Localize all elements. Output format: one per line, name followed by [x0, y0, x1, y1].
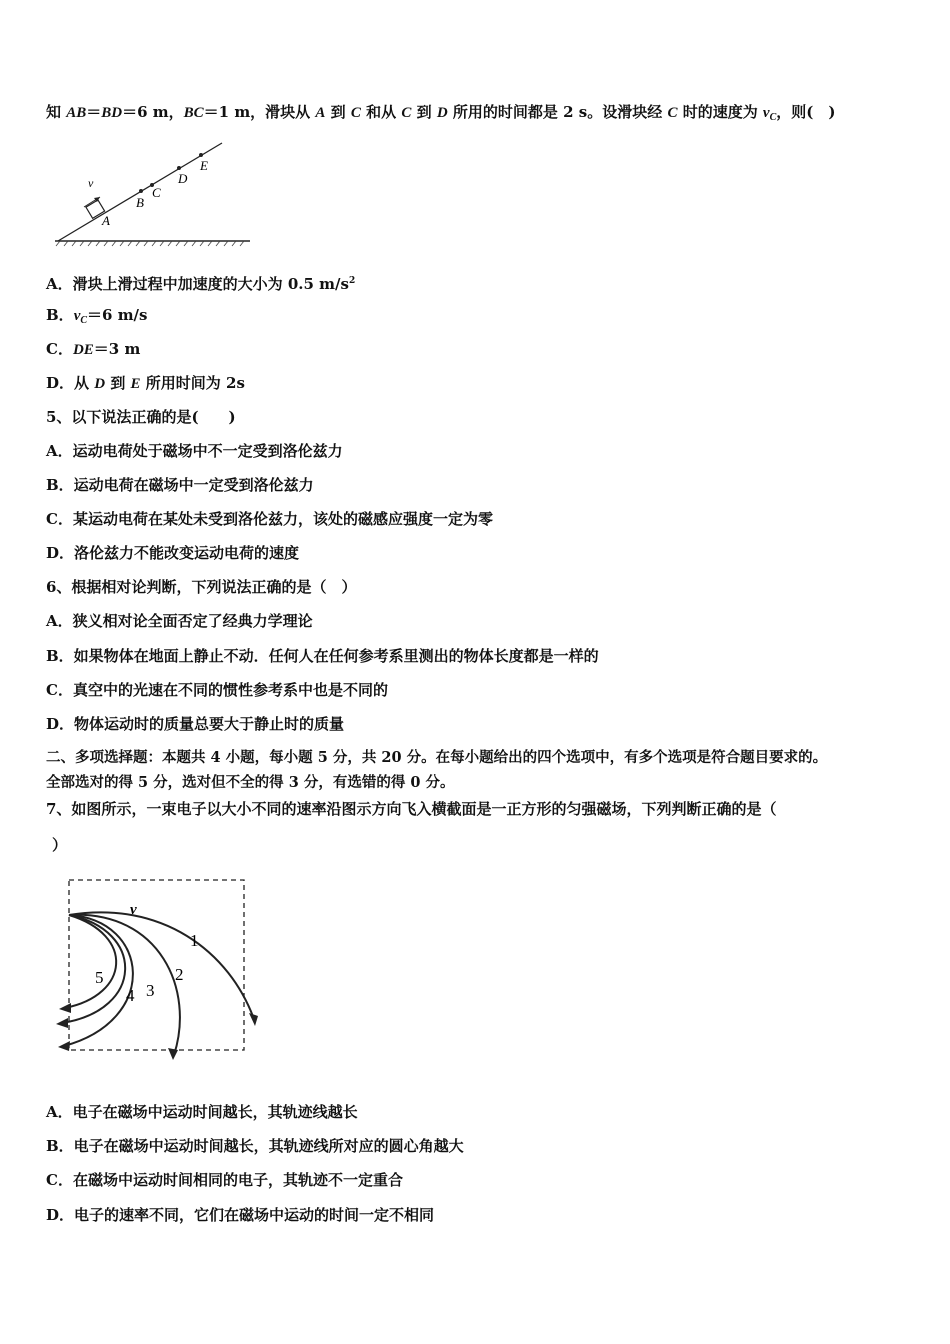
- label-b: B: [136, 195, 144, 210]
- arrowhead-4: [56, 1018, 68, 1028]
- var-c: C: [667, 105, 678, 121]
- q7-stem-cont: ）: [52, 836, 68, 854]
- stem-text: 知: [46, 103, 67, 121]
- field-boundary: [69, 880, 244, 1050]
- trajectories: [62, 912, 255, 1055]
- label-trajectory-1: 1: [190, 931, 199, 950]
- label-v: v: [130, 902, 137, 918]
- var-ab: AB: [66, 105, 87, 121]
- trajectory-arrowheads: [56, 1003, 258, 1060]
- var-v: v: [762, 105, 770, 121]
- option-text: ＝3 m: [93, 340, 141, 358]
- q6-option-c: C．真空中的光速在不同的惯性参考系中也是不同的: [46, 681, 388, 699]
- option-text: 到: [105, 374, 131, 392]
- stem-text: ＝1 m，滑块从: [203, 103, 316, 121]
- q6-option-b: B．如果物体在地面上静止不动．任何人在任何参考系里测出的物体长度都是一样的: [46, 647, 599, 665]
- option-sup: 2: [348, 276, 356, 286]
- var-v-sub: C: [80, 315, 88, 326]
- label-trajectory-2: 2: [175, 965, 184, 984]
- label-trajectory-3: 3: [146, 981, 155, 1000]
- option-text: 所用时间为 2s: [140, 374, 245, 392]
- stem-text: 到: [325, 103, 351, 121]
- stem-text: 所用的时间都是 2 s。设滑块经: [447, 103, 668, 121]
- option-prefix: C．: [46, 340, 73, 358]
- point-b: [139, 189, 143, 193]
- option-prefix: B．: [46, 306, 74, 324]
- label-v: v: [88, 176, 94, 190]
- trajectory-2: [69, 915, 180, 1055]
- arrowhead-1: [249, 1013, 258, 1026]
- label-trajectory-5: 5: [95, 968, 104, 987]
- stem-text: 时的速度为: [677, 103, 763, 121]
- q4-option-a: [46, 271, 355, 294]
- var-v-sub: C: [769, 112, 777, 123]
- option-prefix: D．: [46, 374, 75, 392]
- var-bd: BD: [101, 105, 123, 121]
- incline-figure: [50, 135, 260, 250]
- question-4-stem: [46, 102, 835, 128]
- q7-option-b: B．电子在磁场中运动时间越长，其轨迹线所对应的圆心角越大: [46, 1137, 464, 1155]
- q4-option-d: [46, 373, 245, 394]
- var-c: C: [350, 105, 361, 121]
- var-d: D: [436, 105, 448, 121]
- q6-option-a: A．狭义相对论全面否定了经典力学理论: [46, 612, 313, 630]
- option-text: 从: [74, 374, 95, 392]
- magnetic-field-figure: [50, 870, 260, 1060]
- stem-text: 到: [411, 103, 437, 121]
- q6-option-d: D．物体运动时的质量总要大于静止时的质量: [46, 715, 345, 733]
- var-a: A: [315, 105, 326, 121]
- point-e: [199, 153, 203, 157]
- arrowhead-5: [59, 1003, 71, 1013]
- q5-option-b: B．运动电荷在磁场中一定受到洛伦兹力: [46, 476, 314, 494]
- q7-option-d: D．电子的速率不同，它们在磁场中运动的时间一定不相同: [46, 1206, 435, 1224]
- var-d: D: [94, 376, 106, 392]
- arrowhead-2: [168, 1048, 178, 1060]
- label-d: D: [178, 171, 188, 186]
- q5-option-a: A．运动电荷处于磁场中不一定受到洛伦兹力: [46, 442, 343, 460]
- var-bc: BC: [183, 105, 204, 121]
- stem-text: 和从: [360, 103, 402, 121]
- stem-text: ，则( ): [776, 103, 836, 121]
- var-v: v: [73, 308, 81, 324]
- label-e: E: [200, 158, 208, 173]
- section-2-heading: 二、多项选择题：本题共 4 小题，每小题 5 分，共 20 分。在每小题给出的四个选项中，有多个选项是符合题目要求的。: [46, 749, 828, 766]
- arrowhead-3: [58, 1041, 70, 1051]
- q7-option-c: C．在磁场中运动时间相同的电子，其轨迹不一定重合: [46, 1171, 403, 1189]
- label-c: C: [152, 185, 161, 200]
- q5-option-c: C．某运动电荷在某处未受到洛伦兹力，该处的磁感应强度一定为零: [46, 510, 493, 528]
- var-de: DE: [72, 342, 94, 358]
- point-d: [177, 166, 181, 170]
- var-c: C: [401, 105, 412, 121]
- label-a: A: [102, 213, 110, 228]
- label-trajectory-4: 4: [126, 986, 135, 1005]
- q7-stem: 7、如图所示，一束电子以大小不同的速率沿图示方向飞入横截面是一正方形的匀强磁场，下列判断正确的是（: [46, 800, 777, 818]
- option-text: 滑块上滑过程中加速度的大小为 0.5 m/s: [72, 275, 349, 293]
- q7-option-a: A．电子在磁场中运动时间越长，其轨迹线越长: [46, 1103, 358, 1121]
- option-text: ＝6 m/s: [87, 306, 148, 324]
- q5-option-d: D．洛伦兹力不能改变运动电荷的速度: [46, 544, 300, 562]
- q4-option-c: [46, 339, 140, 360]
- q5-stem: 5、以下说法正确的是( ): [46, 408, 236, 426]
- stem-text: ＝6 m，: [122, 103, 184, 121]
- q6-stem: 6、根据相对论判断，下列说法正确的是（ ）: [46, 578, 357, 596]
- q4-option-b: [46, 305, 148, 331]
- section-2-note: 全部选对的得 5 分，选对但不全的得 3 分，有选错的得 0 分。: [46, 774, 455, 791]
- option-prefix: A．: [46, 275, 73, 293]
- var-e: E: [130, 376, 141, 392]
- stem-text: ＝: [86, 103, 102, 121]
